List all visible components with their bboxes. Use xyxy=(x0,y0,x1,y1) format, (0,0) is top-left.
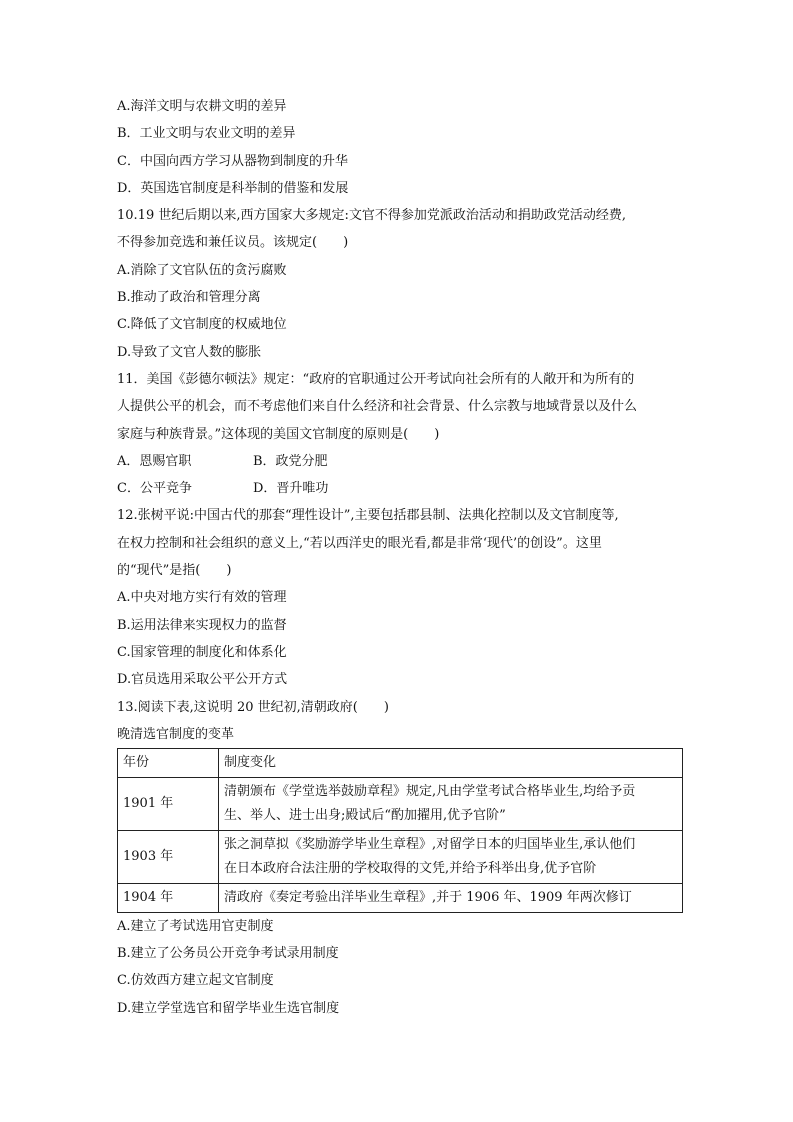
q12-stem-line3: 的“现代”是指( ) xyxy=(117,563,232,579)
table-cell-line: 清政府《奏定考验出洋毕业生章程》,并于 1906 年、1909 年两次修订 xyxy=(224,889,632,905)
q9-option-a: A.海洋文明与农耕文明的差异 xyxy=(117,99,287,114)
table-cell-change xyxy=(219,830,683,883)
question-10 xyxy=(117,202,677,366)
q12-option-c: C.国家管理的制度化和体系化 xyxy=(117,644,287,660)
q9-options xyxy=(117,93,677,202)
table-cell-line: 清朝颁布《学堂选举鼓励章程》规定,凡由学堂考试合格毕业生,均给予贡 xyxy=(224,783,636,799)
table-cell-year: 1901 年 xyxy=(118,777,219,830)
q9-option-b: B．工业文明与农业文明的差异 xyxy=(117,126,296,142)
q11-option-d: D．晋升唯功 xyxy=(253,481,329,497)
page-content xyxy=(117,93,677,1022)
q13-table-title: 晚清选官制度的变革 xyxy=(117,726,235,742)
q10-option-d: D.导致了文官人数的膨胀 xyxy=(117,344,262,360)
q11-options-row-1 xyxy=(117,448,677,475)
q11-option-c: C．公平竞争 xyxy=(117,481,192,497)
q13-table xyxy=(117,748,683,913)
q11-stem-line1: 11．美国《彭德尔顿法》规定：“政府的官职通过公开考试向社会所有的人敞开和为所有的 xyxy=(117,371,635,387)
q13-option-b: B.建立了公务员公开竞争考试录用制度 xyxy=(117,946,339,962)
q11-stem-line2: 人提供公平的机会，而不考虑他们来自什么经济和社会背景、什么宗教与地域背景以及什么 xyxy=(117,399,638,415)
q13-stem: 13.阅读下表,这说明 20 世纪初,清朝政府( ) xyxy=(117,699,389,715)
q11-options-row-2 xyxy=(117,475,677,502)
table-row xyxy=(118,830,683,883)
table-cell-line: 张之洞草拟《奖励游学毕业生章程》,对留学日本的归国毕业生,承认他们 xyxy=(224,836,636,852)
q12-stem-line1: 12.张树平说:中国古代的那套“理性设计”,主要包括郡县制、法典化控制以及文官制度等, xyxy=(117,508,619,524)
question-11 xyxy=(117,366,677,502)
q9-option-c: C．中国向西方学习从器物到制度的升华 xyxy=(117,153,348,169)
table-cell-year: 1904 年 xyxy=(118,883,219,912)
q12-option-a: A.中央对地方实行有效的管理 xyxy=(117,590,287,606)
q11-stem-line3: 家庭与种族背景。”这体现的美国文官制度的原则是( ) xyxy=(117,426,440,442)
q10-stem-line1: 10.19 世纪后期以来,西方国家大多规定:文官不得参加党派政治活动和捐助政党活动经费, xyxy=(117,208,626,224)
q13-option-c: C.仿效西方建立起文官制度 xyxy=(117,973,274,989)
q12-option-d: D.官员选用采取公平公开方式 xyxy=(117,672,288,688)
q10-stem-line2: 不得参加竞选和兼任议员。该规定( ) xyxy=(117,235,349,251)
q11-option-a: A．恩赐官职 xyxy=(117,453,192,469)
table-cell-line: 在日本政府合法注册的学校取得的文凭,并给予科举出身,优予官阶 xyxy=(224,860,597,876)
q12-option-b: B.运用法律来实现权力的监督 xyxy=(117,617,287,633)
question-13 xyxy=(117,694,677,1022)
table-cell-line: 生、举人、进士出身;殿试后“酌加擢用,优予官阶” xyxy=(224,807,506,823)
question-12 xyxy=(117,502,677,693)
table-header-year: 年份 xyxy=(118,748,219,777)
table-row xyxy=(118,883,683,912)
table-cell-change xyxy=(219,777,683,830)
q9-option-d: D．英国选官制度是科举制的借鉴和发展 xyxy=(117,180,349,196)
q13-option-d: D.建立学堂选官和留学毕业生选官制度 xyxy=(117,1000,340,1016)
q10-option-b: B.推动了政治和管理分离 xyxy=(117,290,261,306)
q11-option-b: B．政党分肥 xyxy=(253,453,328,469)
table-header-change: 制度变化 xyxy=(219,748,683,777)
table-cell-year: 1903 年 xyxy=(118,830,219,883)
q13-option-a: A.建立了考试选用官吏制度 xyxy=(117,918,274,934)
table-cell-change xyxy=(219,883,683,912)
table-header-row xyxy=(118,748,683,777)
table-row xyxy=(118,777,683,830)
q10-option-a: A.消除了文官队伍的贪污腐败 xyxy=(117,262,287,278)
q10-option-c: C.降低了文官制度的权威地位 xyxy=(117,317,287,333)
q12-stem-line2: 在权力控制和社会组织的意义上,“若以西洋史的眼光看,都是非常‘现代’的创设”。这里 xyxy=(117,535,602,551)
